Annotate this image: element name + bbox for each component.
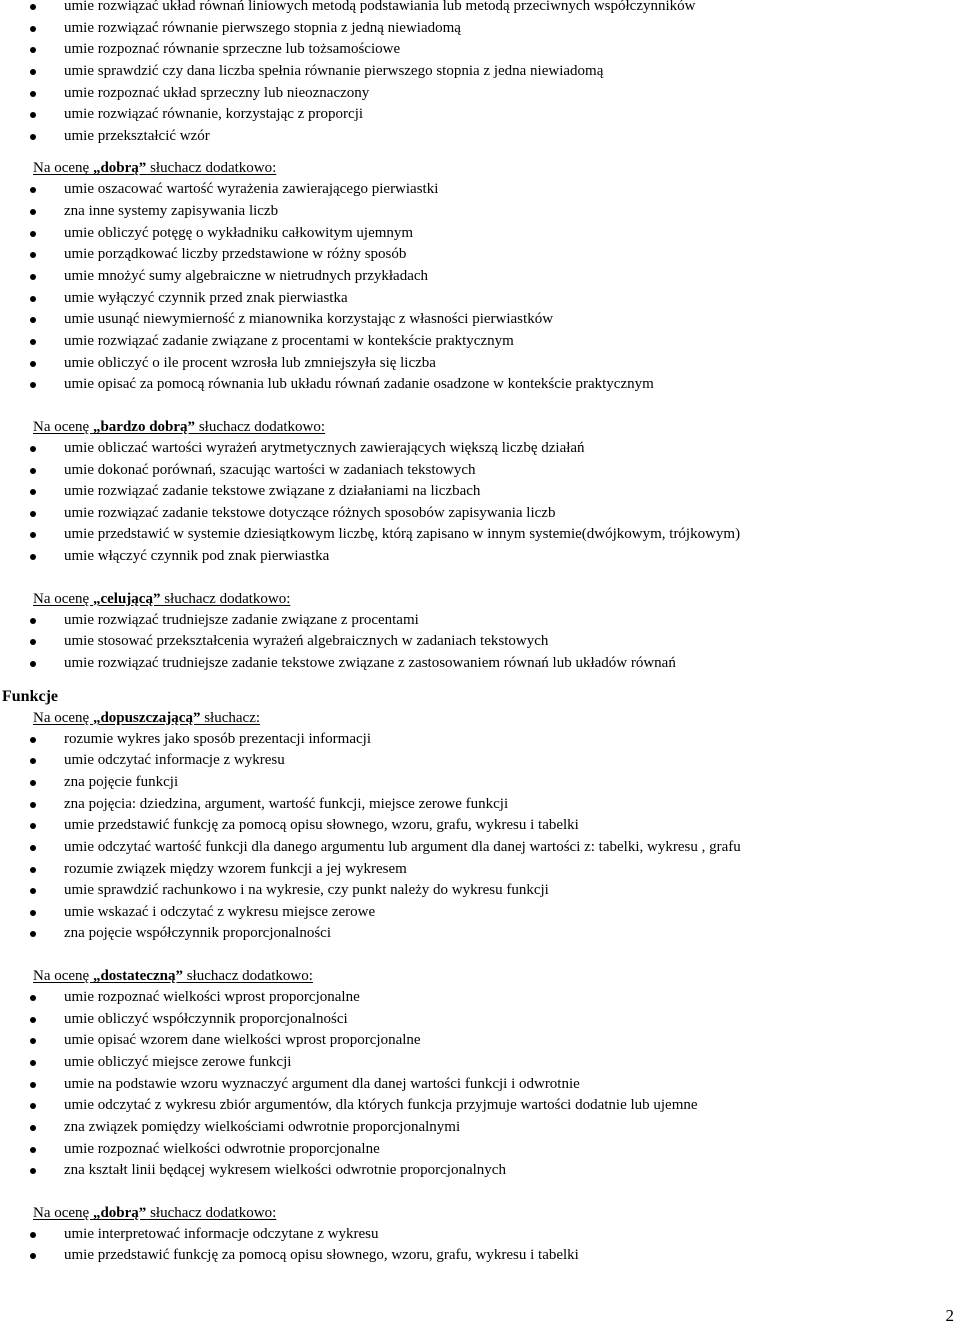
bullet-icon: [30, 845, 36, 851]
list-item: [0, 750, 960, 772]
bullet-icon: [30, 618, 36, 624]
bullet-icon: [30, 4, 36, 10]
bullet-icon: [30, 1125, 36, 1131]
bullet-icon: [30, 780, 36, 786]
list-item-text: umie rozwiązać zadanie tekstowe dotyczące różnych sposobów zapisywania liczb: [64, 504, 556, 521]
grade-header: [33, 966, 960, 987]
list-item: [0, 126, 960, 148]
bullet-icon: [30, 1253, 36, 1259]
list-item: [0, 1009, 960, 1031]
grade-header-suffix: słuchacz dodatkowo:: [195, 418, 326, 435]
bullet-icon: [30, 1082, 36, 1088]
list-item-text: umie wyłączyć czynnik przed znak pierwiastka: [64, 289, 348, 306]
list-item: [0, 61, 960, 83]
list-item-text: umie wskazać i odczytać z wykresu miejsce zerowe: [64, 903, 376, 920]
section-grade-very-good: [0, 417, 960, 568]
list-item-text: zna pojęcie funkcji: [64, 773, 179, 790]
list-item: [0, 524, 960, 546]
list-item-text: umie sprawdzić czy dana liczba spełnia równanie pierwszego stopnia z jedna niewiadomą: [64, 62, 604, 79]
list-item-text: umie włączyć czynnik pod znak pierwiastka: [64, 548, 330, 565]
requirements-list: [0, 729, 960, 945]
bullet-icon: [30, 489, 36, 495]
list-item: [0, 0, 960, 18]
bullet-icon: [30, 1232, 36, 1238]
grade-name: „dobrą”: [92, 160, 147, 177]
list-item: [0, 1139, 960, 1161]
list-item-text: umie interpretować informacje odczytane z wykresu: [64, 1225, 379, 1242]
bullet-icon: [30, 823, 36, 829]
list-item: [0, 460, 960, 482]
list-item: [0, 83, 960, 105]
list-item: [0, 481, 960, 503]
list-item: [0, 309, 960, 331]
list-item-text: umie rozwiązać zadanie związane z procentami w kontekście praktycznym: [64, 332, 514, 349]
grade-name: „celującą”: [92, 590, 161, 607]
requirements-list: [0, 987, 960, 1182]
bullet-icon: [30, 361, 36, 367]
list-item: [0, 837, 960, 859]
list-item-text: umie obliczyć potęgę o wykładniku całkowitym ujemnym: [64, 224, 414, 241]
grade-header: [33, 589, 960, 610]
list-item: [0, 438, 960, 460]
bullet-icon: [30, 134, 36, 140]
list-item: [0, 729, 960, 751]
grade-header-prefix: Na ocenę: [33, 1204, 93, 1221]
bullet-icon: [30, 802, 36, 808]
list-item-text: umie obliczyć miejsce zerowe funkcji: [64, 1053, 292, 1070]
list-item: [0, 902, 960, 924]
list-item: [0, 1074, 960, 1096]
list-item-text: umie rozpoznać układ sprzeczny lub nieoznaczony: [64, 84, 370, 101]
list-item: [0, 18, 960, 40]
list-item-text: zna związek pomiędzy wielkościami odwrotnie proporcjonalnymi: [64, 1118, 461, 1135]
list-item: [0, 201, 960, 223]
bullet-icon: [30, 468, 36, 474]
list-item-text: umie opisać wzorem dane wielkości wprost proporcjonalne: [64, 1032, 421, 1049]
bullet-icon: [30, 931, 36, 937]
bullet-icon: [30, 252, 36, 258]
bullet-icon: [30, 758, 36, 764]
section-grade-good: [0, 158, 960, 395]
section-grade-satisfactory: [0, 966, 960, 1182]
list-item: [0, 331, 960, 353]
list-item-text: umie przekształcić wzór: [64, 127, 210, 144]
list-item-text: umie przedstawić funkcję za pomocą opisu słownego, wzoru, grafu, wykresu i tabelki: [64, 817, 579, 834]
list-item-text: umie odczytać wartość funkcji dla danego argumentu lub argument dla danej wartości z: tabelki, wykresu , grafu: [64, 838, 741, 855]
list-item-text: zna kształt linii będącej wykresem wielkości odwrotnie proporcjonalnych: [64, 1162, 506, 1179]
list-item: [0, 1095, 960, 1117]
list-item-text: umie mnożyć sumy algebraiczne w nietrudnych przykładach: [64, 268, 429, 285]
list-item-text: umie rozwiązać trudniejsze zadanie związane z procentami: [64, 611, 419, 628]
grade-header-prefix: Na ocenę: [33, 418, 93, 435]
list-item: [0, 104, 960, 126]
list-item-text: umie na podstawie wzoru wyznaczyć argument dla danej wartości funkcji i odwrotnie: [64, 1075, 580, 1092]
requirements-list: [0, 438, 960, 568]
list-item-text: umie rozwiązać równanie pierwszego stopnia z jedną niewiadomą: [64, 19, 461, 36]
list-item: [0, 39, 960, 61]
list-item: [0, 1245, 960, 1267]
bullet-icon: [30, 737, 36, 743]
list-item: [0, 859, 960, 881]
grade-header-suffix: słuchacz:: [200, 709, 261, 726]
grade-header-prefix: Na ocenę: [33, 590, 93, 607]
list-item: [0, 179, 960, 201]
bullet-icon: [30, 47, 36, 53]
bullet-icon: [30, 112, 36, 118]
bullet-icon: [30, 888, 36, 894]
grade-header-suffix: słuchacz dodatkowo:: [160, 590, 291, 607]
section-grade-good-functions: [0, 1203, 960, 1267]
requirements-list: [0, 179, 960, 395]
list-item-text: umie stosować przekształcenia wyrażeń algebraicznych w zadaniach tekstowych: [64, 633, 549, 650]
list-item: [0, 266, 960, 288]
list-item-text: umie rozwiązać zadanie tekstowe związane z działaniami na liczbach: [64, 483, 481, 500]
list-item: [0, 1117, 960, 1139]
bullet-icon: [30, 867, 36, 873]
list-item: [0, 794, 960, 816]
list-item: [0, 653, 960, 675]
list-item: [0, 244, 960, 266]
page-number: 2: [945, 1306, 954, 1325]
grade-name: „dopuszczającą”: [92, 709, 201, 726]
list-item-text: umie rozwiązać trudniejsze zadanie tekstowe związane z zastosowaniem równań lub układów równań: [64, 655, 676, 672]
grade-header-suffix: słuchacz dodatkowo:: [146, 160, 277, 177]
list-item: [0, 610, 960, 632]
grade-header-prefix: Na ocenę: [33, 160, 93, 177]
bullet-icon: [30, 554, 36, 560]
list-item: [0, 223, 960, 245]
requirements-list: [0, 1224, 960, 1267]
list-item-text: umie przedstawić w systemie dziesiątkowym liczbę, którą zapisano w innym systemie(dwójkowym, trójkowym): [64, 526, 741, 543]
list-item: [0, 987, 960, 1009]
list-item: [0, 923, 960, 945]
list-item-text: umie sprawdzić rachunkowo i na wykresie, czy punkt należy do wykresu funkcji: [64, 882, 549, 899]
list-item: [0, 1224, 960, 1246]
bullet-icon: [30, 1168, 36, 1174]
list-item: [0, 353, 960, 375]
list-item: [0, 880, 960, 902]
list-item-text: umie opisać za pomocą równania lub układu równań zadanie osadzone w kontekście praktycznym: [64, 376, 654, 393]
bullet-icon: [30, 382, 36, 388]
grade-name: „dostateczną”: [92, 968, 183, 985]
bullet-icon: [30, 231, 36, 237]
grade-header: [33, 1203, 960, 1224]
list-item-text: rozumie wykres jako sposób prezentacji informacji: [64, 730, 371, 747]
bullet-icon: [30, 339, 36, 345]
grade-name: „bardzo dobrą”: [92, 418, 196, 435]
bullet-icon: [30, 995, 36, 1001]
list-item-text: umie rozpoznać wielkości odwrotnie proporcjonalne: [64, 1140, 380, 1157]
list-item-text: zna pojęcia: dziedzina, argument, wartość funkcji, miejsce zerowe funkcji: [64, 795, 509, 812]
grade-header-suffix: słuchacz dodatkowo:: [146, 1204, 277, 1221]
bullet-icon: [30, 446, 36, 452]
bullet-icon: [30, 532, 36, 538]
bullet-icon: [30, 26, 36, 32]
grade-header-prefix: Na ocenę: [33, 709, 93, 726]
bullet-icon: [30, 1147, 36, 1153]
list-item-text: umie porządkować liczby przedstawione w różny sposób: [64, 246, 407, 263]
grade-header: [33, 158, 960, 179]
list-item: [0, 546, 960, 568]
list-item: [0, 288, 960, 310]
grade-header-prefix: Na ocenę: [33, 968, 93, 985]
bullet-icon: [30, 1017, 36, 1023]
list-item: [0, 503, 960, 525]
bullet-icon: [30, 69, 36, 75]
list-item: [0, 1160, 960, 1182]
section-continuation: [0, 0, 960, 147]
list-item-text: rozumie związek między wzorem funkcji a jej wykresem: [64, 860, 407, 877]
list-item-text: umie rozpoznać wielkości wprost proporcjonalne: [64, 989, 360, 1006]
list-item: [0, 815, 960, 837]
grade-header: [33, 708, 960, 729]
requirements-list: [0, 0, 960, 147]
grade-header-suffix: słuchacz dodatkowo:: [182, 968, 313, 985]
section-grade-excellent: [0, 589, 960, 675]
list-item-text: umie usunąć niewymierność z mianownika korzystając z własności pierwiastków: [64, 311, 554, 328]
section-grade-sufficient: [0, 708, 960, 945]
bullet-icon: [30, 639, 36, 645]
bullet-icon: [30, 91, 36, 97]
list-item-text: umie rozwiązać układ równań liniowych metodą podstawiania lub metodą przeciwnych współczynników: [64, 0, 696, 14]
list-item-text: umie oszacować wartość wyrażenia zawierającego pierwiastki: [64, 181, 439, 198]
list-item-text: umie rozpoznać równanie sprzeczne lub tożsamościowe: [64, 41, 401, 58]
list-item-text: umie obliczyć o ile procent wzrosła lub zmniejszyła się liczba: [64, 354, 436, 371]
list-item-text: umie przedstawić funkcję za pomocą opisu słownego, wzoru, grafu, wykresu i tabelki: [64, 1247, 579, 1264]
list-item-text: umie obliczać wartości wyrażeń arytmetycznych zawierających większą liczbę działań: [64, 439, 585, 456]
list-item: [0, 1030, 960, 1052]
list-item-text: umie odczytać informacje z wykresu: [64, 752, 285, 769]
list-item-text: umie obliczyć współczynnik proporcjonalności: [64, 1010, 348, 1027]
bullet-icon: [30, 910, 36, 916]
requirements-list: [0, 610, 960, 675]
grade-name: „dobrą”: [92, 1204, 147, 1221]
list-item-text: zna pojęcie współczynnik proporcjonalności: [64, 925, 331, 942]
bullet-icon: [30, 511, 36, 517]
chapter-title: Funkcje: [2, 687, 58, 705]
list-item: [0, 631, 960, 653]
list-item: [0, 772, 960, 794]
list-item-text: umie dokonać porównań, szacując wartości w zadaniach tekstowych: [64, 461, 476, 478]
grade-header: [33, 417, 960, 438]
list-item: [0, 374, 960, 396]
list-item-text: zna inne systemy zapisywania liczb: [64, 203, 279, 220]
bullet-icon: [30, 661, 36, 667]
bullet-icon: [30, 274, 36, 280]
list-item: [0, 1052, 960, 1074]
list-item-text: umie rozwiązać równanie, korzystając z proporcji: [64, 106, 364, 123]
bullet-icon: [30, 209, 36, 215]
bullet-icon: [30, 317, 36, 323]
bullet-icon: [30, 1038, 36, 1044]
bullet-icon: [30, 296, 36, 302]
bullet-icon: [30, 1060, 36, 1066]
list-item-text: umie odczytać z wykresu zbiór argumentów, dla których funkcja przyjmuje wartości dodatnie lub ujemne: [64, 1097, 698, 1114]
bullet-icon: [30, 1103, 36, 1109]
bullet-icon: [30, 187, 36, 193]
